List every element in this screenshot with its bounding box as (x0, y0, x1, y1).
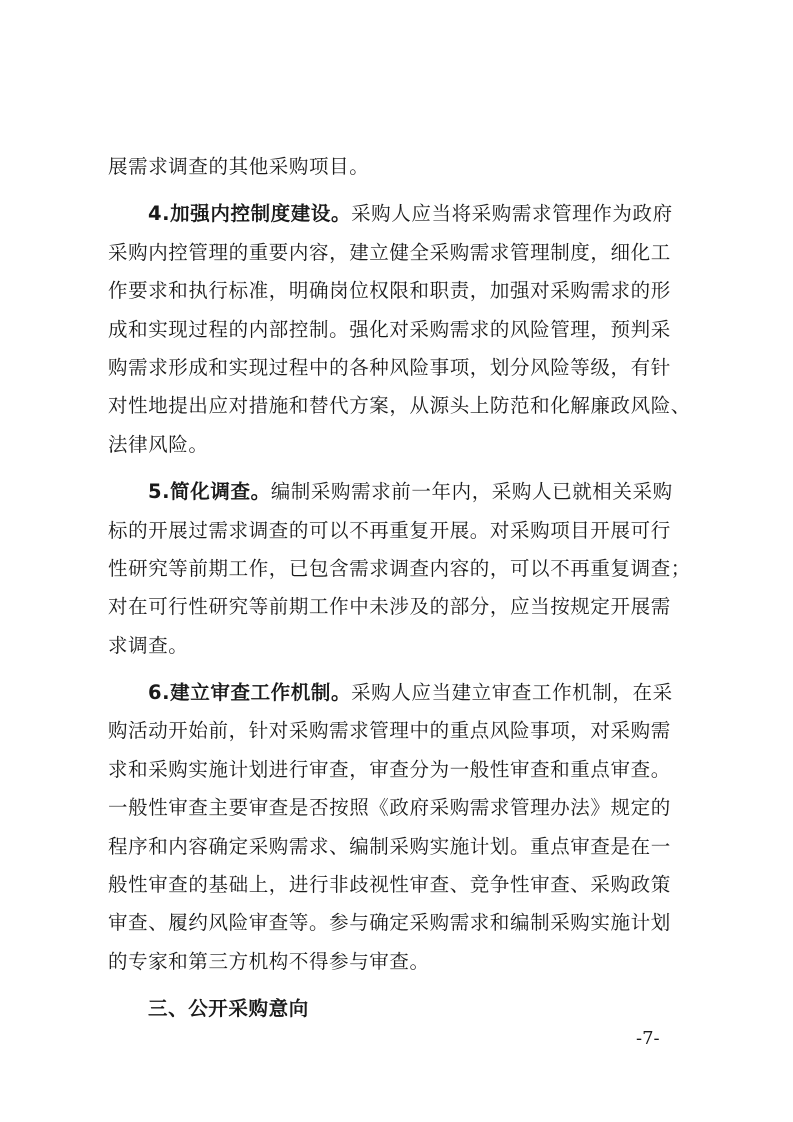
body-line: 求调查。 (108, 633, 189, 657)
body-line: 程序和内容确定采购需求、编制采购实施计划。重点审查是在一 (108, 834, 671, 858)
document-body (108, 148, 698, 1029)
body-line: 对在可行性研究等前期工作中未涉及的部分，应当按规定开展需 (108, 595, 671, 619)
item-text: 采购人应当将采购需求管理作为政府 (351, 202, 673, 226)
paragraph-item-6 (108, 674, 698, 981)
body-line: 成和实现过程的内部控制。强化对采购需求的风险管理，预判采 (108, 317, 671, 341)
item-heading: 6.建立审查工作机制。 (148, 681, 352, 705)
body-line: 审查、履约风险审查等。参与确定采购需求和编制采购实施计划 (108, 911, 671, 935)
page-number: -7- (636, 1028, 660, 1049)
body-line: 般性审查的基础上，进行非歧视性审查、竞争性审查、采购政策 (108, 873, 671, 897)
paragraph-first-line (108, 195, 698, 233)
body-line: 求和采购实施计划进行审查，审查分为一般性审查和重点审查。 (108, 757, 671, 781)
body-line: 性研究等前期工作，已包含需求调查内容的，可以不再重复调查； (108, 556, 691, 580)
paragraph-first-line (108, 473, 698, 511)
item-heading: 4.加强内控制度建设。 (148, 202, 352, 226)
item-text: 编制采购需求前一年内，采购人已就相关采购 (270, 480, 673, 504)
body-line: 一般性审查主要审查是否按照《政府采购需求管理办法》规定的 (108, 796, 671, 820)
paragraph-item-4 (108, 195, 698, 464)
body-line: 标的开展过需求调查的可以不再重复开展。对采购项目开展可行 (108, 518, 671, 542)
body-line: 购活动开始前，针对采购需求管理中的重点风险事项，对采购需 (108, 719, 671, 743)
body-line: 购需求形成和实现过程中的各种风险事项，划分风险等级，有针 (108, 355, 671, 379)
section-heading: 三、公开采购意向 (148, 997, 309, 1021)
paragraph-item-5 (108, 473, 698, 665)
item-text: 采购人应当建立审查工作机制，在采 (351, 681, 673, 705)
body-line: 的专家和第三方机构不得参与审查。 (108, 949, 430, 973)
paragraph-first-line (108, 674, 698, 712)
body-line: 法律风险。 (108, 432, 209, 456)
item-heading: 5.简化调查。 (148, 480, 271, 504)
body-line: 对性地提出应对措施和替代方案，从源头上防范和化解廉政风险、 (108, 394, 691, 418)
body-line: 采购内控管理的重要内容，建立健全采购需求管理制度，细化工 (108, 240, 671, 264)
body-line: 作要求和执行标准，明确岗位权限和职责，加强对采购需求的形 (108, 279, 671, 303)
body-line: 展需求调查的其他采购项目。 (108, 155, 370, 178)
